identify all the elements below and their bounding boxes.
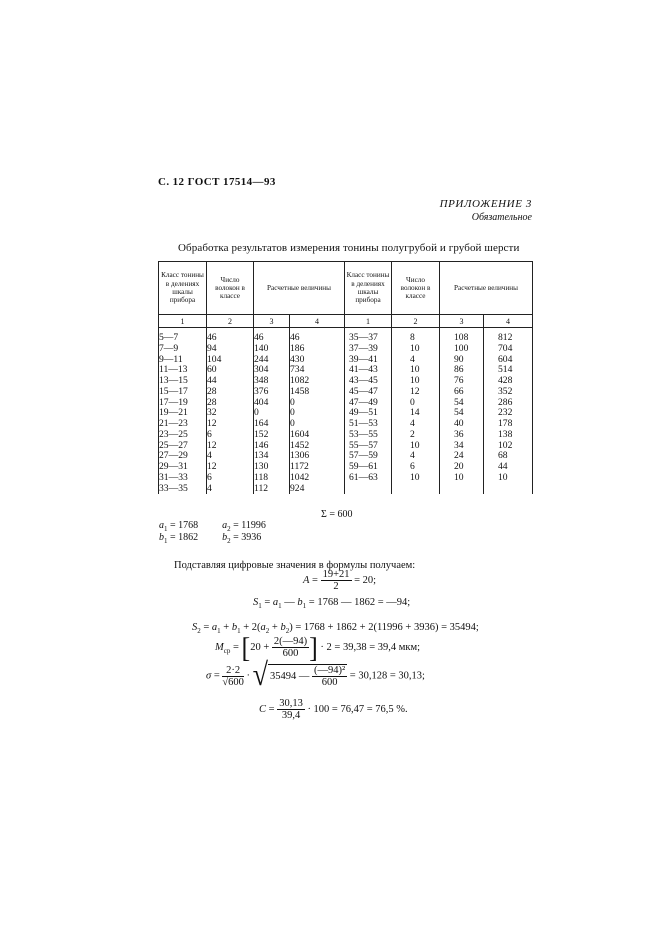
table-cell: 4	[410, 418, 415, 429]
table-cell: 514	[498, 364, 513, 376]
table-cell: 0	[290, 418, 295, 429]
table-cell: 46	[254, 332, 264, 343]
appendix-status: Обязательное	[471, 212, 532, 223]
table-cell: 94	[207, 342, 217, 354]
right-fibers-column	[392, 328, 440, 495]
table-cell: 10	[410, 439, 420, 451]
table-cell: 604	[498, 353, 513, 365]
radicand-numerator: (—94)²	[314, 665, 346, 676]
column-number: 2	[207, 315, 254, 328]
table-cell: 118	[254, 471, 269, 483]
table-cell: 1306	[290, 450, 310, 462]
table-cell: 36	[454, 428, 464, 440]
table-cell: 76	[454, 375, 464, 386]
formula-C: C = $\frac{30,13}{39,4}$ · 100 = 76,47 = 76,5 %.	[259, 698, 408, 721]
table-cell: 100	[454, 342, 469, 354]
results-table	[158, 261, 533, 494]
header-class-left: Класс тонины в делениях шкалы прибора	[159, 262, 207, 315]
table-cell: 40	[454, 418, 464, 429]
right-calc4-column	[484, 328, 533, 495]
formula-S1: $S_1 = a_1$ — $b_1 = 1768$ — 1862 = —94;	[253, 597, 411, 611]
table-cell: 10	[498, 471, 508, 483]
table-cell: 54	[454, 407, 464, 419]
left-calc4-column	[290, 328, 345, 495]
table-cell: 15—17	[159, 385, 188, 397]
table-cell: 66	[454, 385, 464, 397]
right-classes-column	[345, 328, 392, 495]
table-cell: 68	[498, 450, 508, 462]
left-classes-column	[159, 328, 207, 495]
left-fibers-column	[207, 328, 254, 495]
table-cell: 304	[254, 364, 269, 376]
sigma-denominator: √600	[222, 676, 244, 688]
table-cell: 33—35	[159, 482, 188, 494]
table-cell: 46	[290, 332, 300, 343]
table-cell: 1604	[290, 428, 310, 440]
column-number: 3	[440, 315, 484, 328]
table-cell: 57—59	[349, 450, 378, 462]
table-cell: 61—63	[349, 471, 378, 483]
table-cell: 924	[290, 482, 305, 494]
table-cell: 112	[254, 482, 269, 494]
table-cell: 704	[498, 342, 513, 354]
table-cell: 130	[254, 461, 269, 472]
table-cell: 60	[207, 364, 217, 376]
C-denominator: 39,4	[281, 710, 301, 721]
table-cell: 4	[410, 353, 415, 365]
table-cell: 19—21	[159, 407, 188, 419]
table-cell: 55—57	[349, 439, 378, 451]
table-cell: 32	[207, 407, 217, 419]
table-cell: 286	[498, 396, 513, 408]
table-cell: 25—27	[159, 439, 188, 451]
table-cell: 5—7	[159, 332, 179, 343]
appendix-title: ПРИЛОЖЕНИЕ 3	[439, 198, 532, 210]
column-number: 1	[345, 315, 392, 328]
table-cell: 1042	[290, 471, 310, 483]
table-cell: 138	[498, 428, 513, 440]
table-cell: 11—13	[159, 364, 188, 376]
table-cell: 152	[254, 428, 269, 440]
sigma-result: = 30,128 = 30,13;	[349, 670, 425, 682]
table-cell: 23—25	[159, 428, 188, 440]
table-cell: 45—47	[349, 385, 378, 397]
table-cell: 12	[410, 385, 420, 397]
table-cell: 10	[410, 471, 420, 483]
table-cell: 1082	[290, 375, 310, 386]
table-cell: 1458	[290, 385, 310, 397]
a2-value: = 11996	[233, 520, 266, 531]
table-cell: 34	[454, 439, 464, 451]
S2-result: = 1768 + 1862 + 2(11996 + 3936) = 35494;	[295, 622, 479, 633]
table-cell: 86	[454, 364, 464, 376]
table-cell: 4	[207, 450, 212, 462]
b1-value: = 1862	[170, 532, 199, 543]
table-cell: 1172	[290, 461, 309, 472]
header-class-right: Класс тонины в делениях шкалы прибора	[345, 262, 392, 315]
A-numerator: 19+21	[322, 569, 350, 580]
table-cell: 352	[498, 385, 513, 397]
table-cell: 6	[410, 461, 415, 472]
table-cell: 28	[207, 385, 217, 397]
header-calc-left: Расчетные величины	[254, 262, 345, 315]
formula-S2: $S_2 = a_1 + b_1 + 2(a_2 + b_2) = 1768 + 1862 + 2(11996 + 3936) = 35494$;	[192, 622, 479, 636]
table-cell: 39—41	[349, 353, 378, 365]
left-calc3-column	[254, 328, 290, 495]
table-cell: 146	[254, 439, 269, 451]
table-cell: 59—61	[349, 461, 378, 472]
table-cell: 734	[290, 364, 305, 376]
table-cell: 17—19	[159, 396, 188, 408]
table-cell: 37—39	[349, 342, 378, 354]
a1-value: = 1768	[170, 520, 199, 531]
table-cell: 376	[254, 385, 269, 397]
header-fibers-left: Число волокон в классе	[207, 262, 254, 315]
table-cell: 43—45	[349, 375, 378, 386]
table-cell: 49—51	[349, 407, 378, 419]
table-cell: 8	[410, 332, 415, 343]
table-cell: 10	[410, 342, 420, 354]
A-denominator: 2	[333, 581, 339, 592]
table-cell: 54	[454, 396, 464, 408]
table-cell: 428	[498, 375, 513, 386]
table-cell: 0	[410, 396, 415, 408]
M-result: · 2 = 39,38 = 39,4 мкм;	[320, 641, 421, 653]
C-numerator: 30,13	[279, 698, 303, 709]
formula-sigma: σ = $\frac{2\cdot 2}{√600}$ · √ 35494 — $\frac{\text{(—94)²}}{600}$ = 30,128 = 30,13;	[206, 657, 425, 694]
table-cell: 10	[410, 364, 420, 376]
table-cell: 0	[254, 407, 259, 419]
table-cell: 10	[454, 471, 464, 483]
table-cell: 7—9	[159, 342, 179, 354]
table-cell: 164	[254, 418, 269, 429]
table-cell: 4	[207, 482, 212, 494]
a2-symbol: a	[222, 520, 228, 531]
b1-symbol: b	[159, 532, 164, 543]
table-cell: 9—11	[159, 353, 183, 365]
table-cell: 104	[207, 353, 222, 365]
formula-M: $M_{ср} = [20$ + $\frac{2(—94)}{600}$ ] · 2 = 39,38 = 39,4 мкм;	[215, 631, 421, 663]
M-denominator: 600	[282, 648, 299, 659]
A-result: = 20;	[354, 574, 377, 586]
formula-A: A = $\frac{19+21}{2}$ = 20;	[303, 569, 377, 592]
column-number: 4	[290, 315, 345, 328]
table-cell: 140	[254, 342, 269, 354]
table-cell: 6	[207, 471, 212, 483]
table-cell: 404	[254, 396, 269, 408]
table-cell: 24	[454, 450, 464, 462]
table-cell: 186	[290, 342, 305, 354]
radicand-denominator: 600	[321, 677, 338, 688]
table-cell: 14	[410, 407, 420, 419]
a1-symbol: a	[159, 520, 164, 531]
table-cell: 102	[498, 439, 513, 451]
table-cell: 812	[498, 332, 513, 343]
table-cell: 44	[207, 375, 217, 386]
b2-value: = 3936	[233, 532, 262, 543]
M-numerator: 2(—94)	[273, 636, 308, 647]
radicand-a: 35494 —	[270, 670, 310, 682]
table-cell: 10	[410, 375, 420, 386]
sigma-total: Σ = 600	[321, 509, 353, 520]
table-cell: 53—55	[349, 428, 378, 440]
table-cell: 41—43	[349, 364, 378, 376]
table-cell: 244	[254, 353, 269, 365]
table-cell: 6	[207, 428, 212, 440]
table-title: Обработка результатов измерения тонины полугрубой и грубой шерсти	[178, 242, 520, 254]
table-cell: 12	[207, 461, 217, 472]
table-cell: 35—37	[349, 332, 378, 343]
table-cell: 90	[454, 353, 464, 365]
sigma-numerator: 2·2	[222, 665, 244, 677]
column-number: 3	[254, 315, 290, 328]
table-cell: 46	[207, 332, 217, 343]
page-reference: С. 12 ГОСТ 17514—93	[158, 176, 276, 188]
table-cell: 1452	[290, 439, 310, 451]
C-result: · 100 = 76,47 = 76,5 %.	[307, 703, 408, 715]
table-cell: 232	[498, 407, 513, 419]
column-number: 2	[392, 315, 440, 328]
table-cell: 47—49	[349, 396, 378, 408]
b2-symbol: b	[222, 532, 228, 543]
table-cell: 44	[498, 461, 508, 472]
column-number: 4	[484, 315, 533, 328]
right-calc3-column	[440, 328, 484, 495]
table-cell: 12	[207, 418, 217, 429]
table-cell: 430	[290, 353, 305, 365]
table-cell: 13—15	[159, 375, 188, 386]
table-cell: 31—33	[159, 471, 188, 483]
S1-result: = 1768 — 1862 = —94;	[308, 597, 411, 608]
appendix-header	[440, 197, 532, 225]
table-cell: 134	[254, 450, 269, 462]
table-cell: 108	[454, 332, 469, 343]
header-calc-right: Расчетные величины	[440, 262, 533, 315]
table-cell: 28	[207, 396, 217, 408]
table-cell: 20	[454, 461, 464, 472]
table-cell: 0	[290, 396, 295, 408]
square-root: √ 35494 — $\frac{\text{(—94)²}}{600}$	[252, 657, 346, 694]
column-number: 1	[159, 315, 207, 328]
table-cell: 4	[410, 450, 415, 462]
table-cell: 0	[290, 407, 295, 419]
sums-row-b: $b_1 = 1862$ $b_2 = 3936$	[159, 532, 262, 545]
table-cell: 178	[498, 418, 513, 429]
header-fibers-right: Число волокон в классе	[392, 262, 440, 315]
table-cell: 348	[254, 375, 269, 386]
table-cell: 2	[410, 428, 415, 440]
table-cell: 51—53	[349, 418, 378, 429]
sums-row-a: $a_1 = 1768$ $a_2 = 11996$	[159, 520, 266, 533]
table-cell: 12	[207, 439, 217, 451]
table-cell: 27—29	[159, 450, 188, 462]
table-cell: 21—23	[159, 418, 188, 429]
formulas-lead-in: Подставляя цифровые значения в формулы получаем:	[174, 560, 416, 571]
table-cell: 29—31	[159, 461, 188, 472]
